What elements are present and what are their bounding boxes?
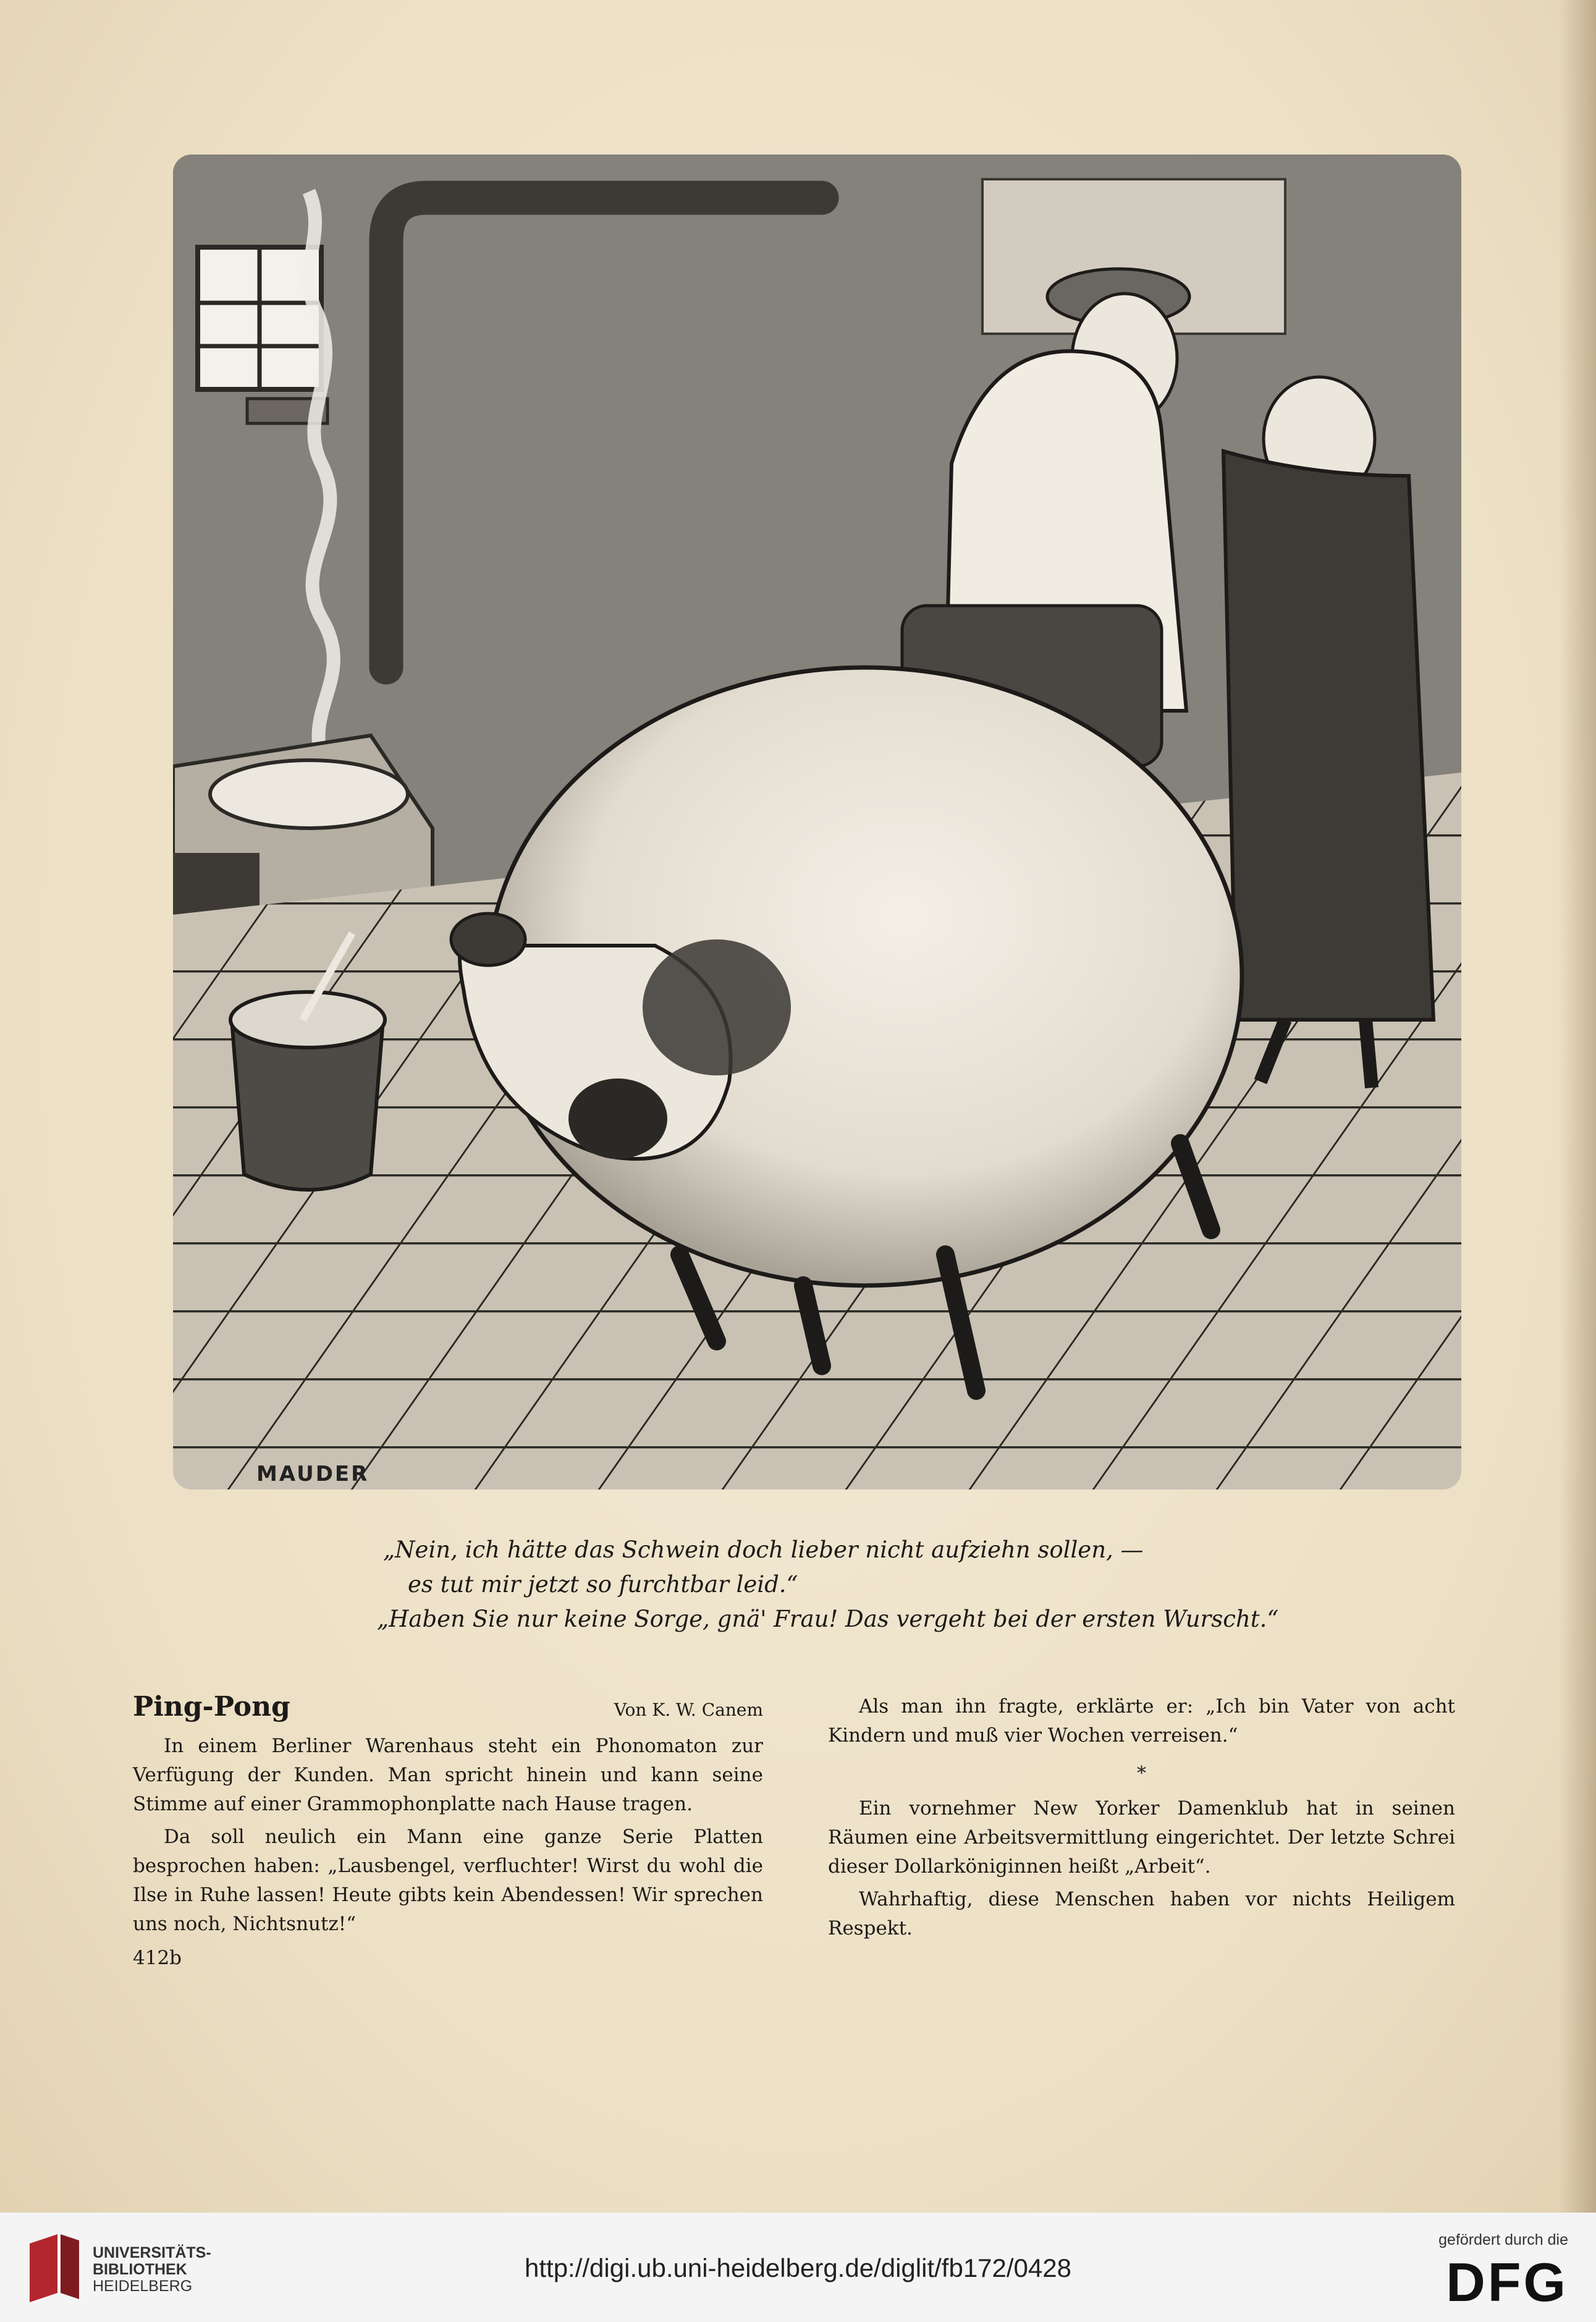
article-header <box>133 1692 763 1724</box>
article-left-column <box>133 1692 763 1973</box>
article-right-column <box>828 1692 1455 1947</box>
page-number: 412b <box>133 1947 182 1969</box>
library-name-line: UNIVERSITÄTS- <box>93 2244 211 2261</box>
cartoon-caption <box>358 1533 1279 1637</box>
woman-figure <box>1223 377 1433 1088</box>
article-paragraph: In einem Berliner Warenhaus steht ein Phonomaton zur Verfügung der Kunden. Man spricht hinein und kann seine Stimme auf einer Grammophonplatte nach Hause tragen. <box>133 1735 763 1815</box>
caption-line: „Haben Sie nur keine Sorge, gnä' Frau! Das vergeht bei der ersten Wurscht.“ <box>377 1606 1279 1632</box>
viewer-footer-bar <box>0 2213 1596 2322</box>
cartoon-illustration <box>173 155 1461 1489</box>
article-byline: Von K. W. Canem <box>614 1700 763 1720</box>
library-name-line: BIBLIOTHEK <box>93 2261 187 2278</box>
document-url-link[interactable]: http://digi.ub.uni-heidelberg.de/diglit/fb172/0428 <box>525 2253 1071 2282</box>
funding-label: gefördert durch die <box>1438 2231 1568 2248</box>
library-name-line: HEIDELBERG <box>93 2278 193 2295</box>
article-paragraph: Ein vornehmer New Yorker Damenklub hat in seinen Räumen eine Arbeitsvermittlung eingerichtet. Der letzte Schrei dieser Dollarköniginnen heißt „Arbeit“. <box>828 1797 1455 1878</box>
page-edge-shadow <box>1559 0 1596 2213</box>
article-title: Ping-Pong <box>133 1691 290 1722</box>
artist-signature: MAUDER <box>256 1462 369 1486</box>
caption-line: es tut mir jetzt so furchtbar leid.“ <box>408 1571 798 1598</box>
section-separator: * <box>1137 1763 1146 1784</box>
article-paragraph: Als man ihn fragte, erklärte er: „Ich bin Vater von acht Kindern und muß vier Wochen verreisen.“ <box>828 1695 1455 1747</box>
article-paragraph: Wahrhaftig, diese Menschen haben vor nichts Heiligem Respekt. <box>828 1888 1455 1939</box>
article-paragraph: Da soll neulich ein Mann eine ganze Serie Platten besprochen haben: „Lausbengel, verfluchter! Wirst du wohl die Ilse in Ruhe lassen! Heute gibts kein Abendessen! Wir sprechen uns noch, Nichtsnutz!“ <box>133 1826 763 1935</box>
caption-line: „Nein, ich hätte das Schwein doch lieber nicht aufziehn sollen, — <box>383 1536 1144 1563</box>
dfg-logo: DFG <box>1446 2252 1568 2313</box>
